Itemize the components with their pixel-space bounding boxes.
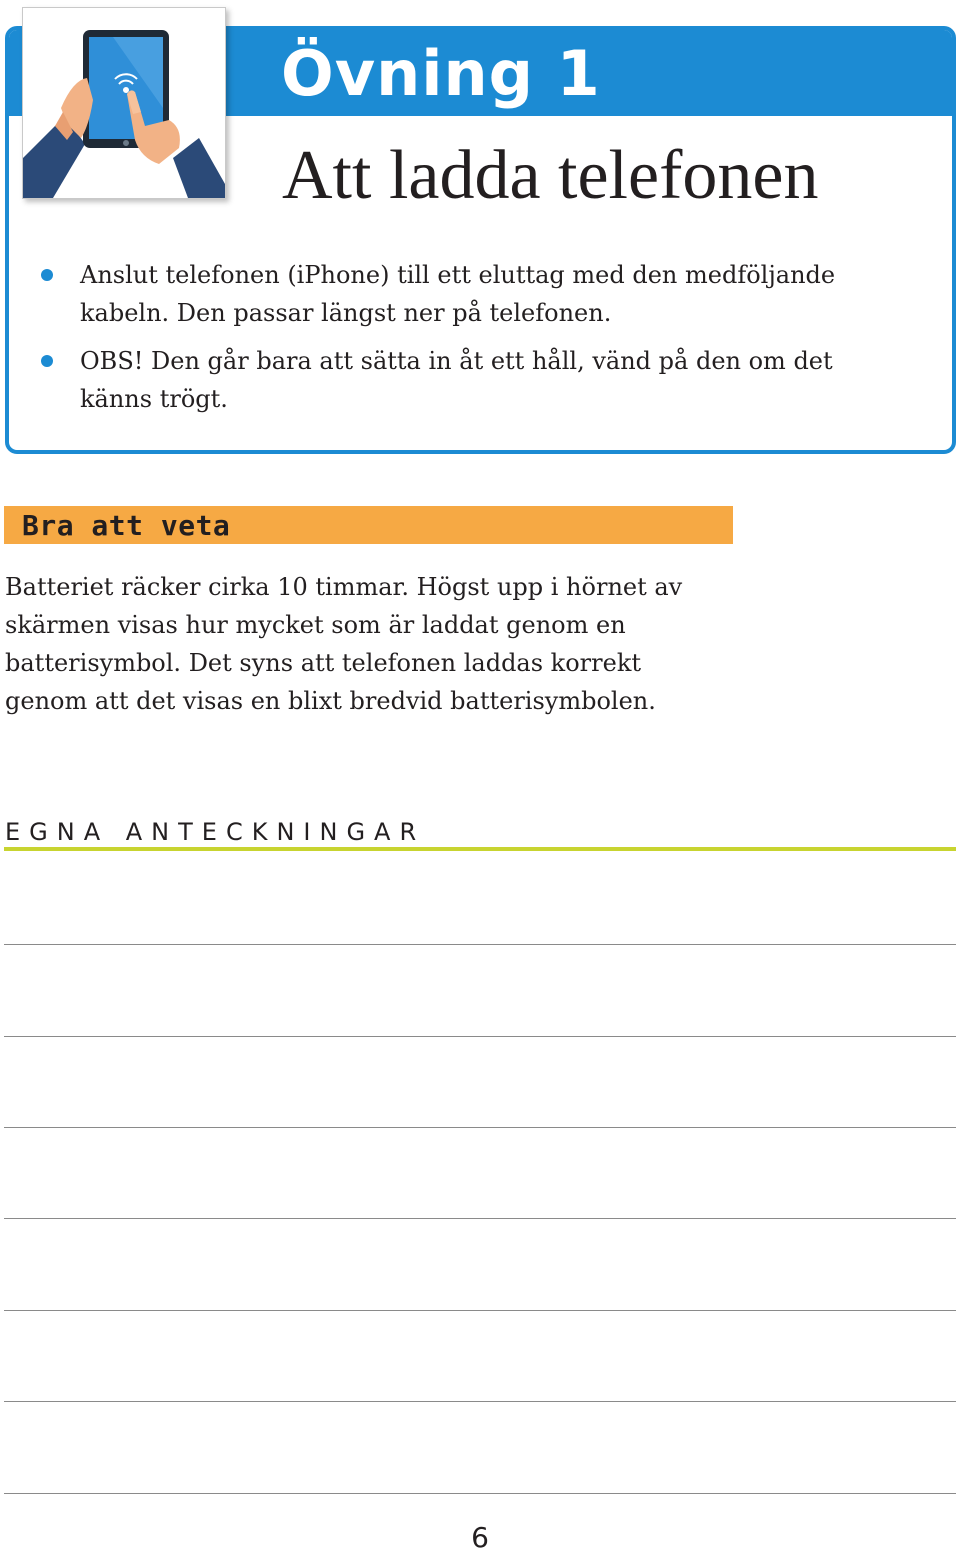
note-line <box>4 1310 956 1311</box>
good-to-know-heading: Bra att veta <box>22 509 231 542</box>
note-line <box>4 1401 956 1402</box>
exercise-label: Övning 1 <box>281 37 601 110</box>
note-line <box>4 1036 956 1037</box>
instruction-item: OBS! Den går bara att sätta in åt ett håll, vänd på den om det känns trögt. <box>80 342 910 418</box>
note-line <box>4 944 956 945</box>
instruction-item: Anslut telefonen (iPhone) till ett eluttag med den medföljande kabeln. Den passar längst ner på telefonen. <box>80 256 910 332</box>
note-line <box>4 1493 956 1494</box>
good-to-know-text: Batteriet räcker cirka 10 timmar. Högst upp i hörnet av skärmen visas hur mycket som är laddat genom en batterisymbol. Det syns att telefonen laddas korrekt genom att det visas en blixt bredvid batterisymbolen. <box>5 573 683 715</box>
note-line <box>4 1127 956 1128</box>
notes-heading-underline <box>4 847 956 851</box>
notes-heading: EGNA ANTECKNINGAR <box>5 818 426 846</box>
page-title: Att ladda telefonen <box>282 137 819 214</box>
good-to-know-header <box>4 506 733 544</box>
note-line <box>4 1218 956 1219</box>
tablet-in-hands-icon <box>22 7 226 199</box>
instruction-list <box>80 256 910 428</box>
page-number: 6 <box>471 1521 489 1554</box>
